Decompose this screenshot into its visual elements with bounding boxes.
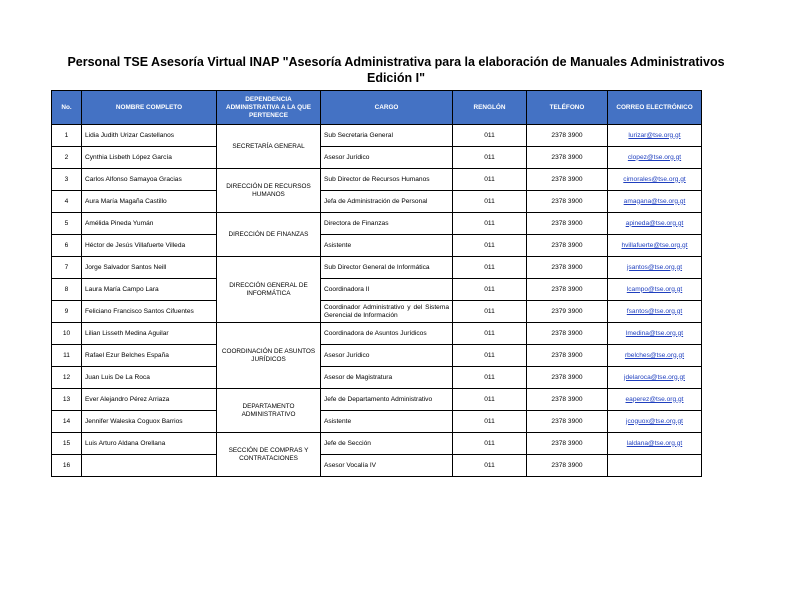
cell-cargo: Coordinadora II (321, 279, 453, 301)
cell-correo (608, 235, 702, 257)
table-row (52, 433, 702, 455)
cell-telefono: 2378 3900 (527, 235, 608, 257)
cell-dependencia: DIRECCIÓN DE FINANZAS (217, 213, 321, 257)
cell-cargo: Asistente (321, 411, 453, 433)
cell-correo (608, 433, 702, 455)
cell-no: 7 (52, 257, 82, 279)
header-no: No. (52, 91, 82, 125)
cell-renglon: 011 (453, 455, 527, 477)
table-row (52, 455, 702, 477)
cell-renglon: 011 (453, 191, 527, 213)
table-row (52, 389, 702, 411)
cell-correo (608, 213, 702, 235)
cell-renglon: 011 (453, 279, 527, 301)
cell-dependencia: COORDINACIÓN DE ASUNTOS JURÍDICOS (217, 323, 321, 389)
cell-no: 13 (52, 389, 82, 411)
cell-renglon: 011 (453, 389, 527, 411)
cell-cargo: Asistente (321, 235, 453, 257)
cell-renglon: 011 (453, 345, 527, 367)
table-row (52, 125, 702, 147)
email-link[interactable]: clopez@tse.org.gt (627, 153, 682, 161)
cell-telefono: 2378 3900 (527, 147, 608, 169)
table-row (52, 411, 702, 433)
cell-renglon: 011 (453, 235, 527, 257)
cell-dependencia: DIRECCIÓN DE RECURSOS HUMANOS (217, 169, 321, 213)
cell-cargo: Directora de Finanzas (321, 213, 453, 235)
cell-no: 5 (52, 213, 82, 235)
cell-telefono: 2378 3900 (527, 345, 608, 367)
cell-nombre: Héctor de Jesús Villafuerte Villeda (82, 235, 217, 257)
cell-correo (608, 345, 702, 367)
title-line-2: Edición I" (366, 71, 425, 85)
cell-telefono: 2378 3900 (527, 257, 608, 279)
cell-telefono: 2378 3900 (527, 389, 608, 411)
cell-renglon: 011 (453, 411, 527, 433)
cell-renglon: 011 (453, 367, 527, 389)
header-renglon: RENGLÓN (453, 91, 527, 125)
staff-table (51, 90, 702, 477)
cell-telefono: 2378 3900 (527, 213, 608, 235)
table-row (52, 301, 702, 323)
cell-telefono: 2378 3900 (527, 323, 608, 345)
cell-correo (608, 455, 702, 477)
cell-no: 12 (52, 367, 82, 389)
cell-telefono: 2378 3900 (527, 367, 608, 389)
email-link[interactable]: fsantos@tse.org.gt (626, 307, 683, 315)
table-row (52, 257, 702, 279)
email-link[interactable]: lmedina@tse.org.gt (625, 329, 684, 337)
cell-cargo: Coordinadora de Asuntos Jurídicos (321, 323, 453, 345)
cell-no: 15 (52, 433, 82, 455)
email-link[interactable]: lurizar@tse.org.gt (628, 131, 681, 139)
cell-telefono: 2378 3900 (527, 125, 608, 147)
cell-correo (608, 323, 702, 345)
cell-renglon: 011 (453, 169, 527, 191)
cell-no: 1 (52, 125, 82, 147)
cell-cargo: Sub Secretaria General (321, 125, 453, 147)
table-row (52, 147, 702, 169)
cell-cargo: Asesor Jurídico (321, 147, 453, 169)
cell-cargo: Asesor Jurídico (321, 345, 453, 367)
cell-nombre: Carlos Alfonso Samayoa Gracias (82, 169, 217, 191)
cell-renglon: 011 (453, 301, 527, 323)
cell-no: 14 (52, 411, 82, 433)
cell-telefono: 2378 3900 (527, 411, 608, 433)
cell-telefono: 2378 3900 (527, 191, 608, 213)
cell-nombre: Laura María Campo Lara (82, 279, 217, 301)
cell-no: 6 (52, 235, 82, 257)
email-link[interactable]: apineda@tse.org.gt (625, 219, 684, 227)
cell-telefono: 2378 3900 (527, 455, 608, 477)
cell-nombre: Lilian Lisseth Medina Aguilar (82, 323, 217, 345)
cell-renglon: 011 (453, 125, 527, 147)
email-link[interactable]: lcampo@tse.org.gt (626, 285, 683, 293)
cell-no: 3 (52, 169, 82, 191)
table-row (52, 191, 702, 213)
cell-no: 10 (52, 323, 82, 345)
title-line-1: Personal TSE Asesoría Virtual INAP "Asesoría Administrativa para la elaboración de Manuales Administrativos (67, 55, 725, 69)
cell-cargo: Asesor Vocalía IV (321, 455, 453, 477)
cell-no: 4 (52, 191, 82, 213)
table-row (52, 213, 702, 235)
cell-telefono: 2378 3900 (527, 433, 608, 455)
cell-nombre: Rafael Ezur Belches España (82, 345, 217, 367)
table-row (52, 367, 702, 389)
cell-no: 16 (52, 455, 82, 477)
cell-no: 9 (52, 301, 82, 323)
header-nombre: NOMBRE COMPLETO (82, 91, 217, 125)
cell-cargo: Jefe de Departamento Administrativo (321, 389, 453, 411)
cell-renglon: 011 (453, 213, 527, 235)
header-correo: CORREO ELECTRÓNICO (608, 91, 702, 125)
cell-renglon: 011 (453, 323, 527, 345)
email-link[interactable]: laldana@tse.org.gt (626, 439, 683, 447)
document-title (40, 54, 752, 86)
table-row (52, 279, 702, 301)
cell-correo (608, 367, 702, 389)
table-row (52, 345, 702, 367)
email-link[interactable]: rbelches@tse.org.gt (624, 351, 685, 359)
header-telefono: TELÉFONO (527, 91, 608, 125)
cell-correo (608, 389, 702, 411)
table-row (52, 169, 702, 191)
cell-correo (608, 257, 702, 279)
cell-correo (608, 301, 702, 323)
cell-nombre: Jennifer Waleska Coguox Barrios (82, 411, 217, 433)
email-link[interactable]: amagana@tse.org.gt (623, 197, 686, 205)
cell-no: 2 (52, 147, 82, 169)
cell-nombre: Lidia Judith Urizar Castellanos (82, 125, 217, 147)
header-cargo: CARGO (321, 91, 453, 125)
cell-dependencia: SECCIÓN DE COMPRAS Y CONTRATACIONES (217, 433, 321, 477)
cell-correo (608, 279, 702, 301)
header-row (52, 91, 702, 125)
email-link[interactable]: eaperez@tse.org.gt (625, 395, 684, 403)
cell-nombre: Juan Luis De La Roca (82, 367, 217, 389)
cell-nombre: Jorge Salvador Santos Neill (82, 257, 217, 279)
cell-cargo: Jefe de Sección (321, 433, 453, 455)
cell-cargo: Coordinador Administrativo y del Sistema Gerencial de Información (321, 301, 453, 323)
cell-telefono: 2378 3900 (527, 279, 608, 301)
cell-nombre: Feliciano Francisco Santos Cifuentes (82, 301, 217, 323)
cell-nombre: Ever Alejandro Pérez Arriaza (82, 389, 217, 411)
email-link[interactable]: jcoguox@tse.org.gt (626, 417, 683, 425)
email-link[interactable]: hvillafuerte@tse.org.gt (621, 241, 688, 249)
cell-nombre: Cynthia Lisbeth López García (82, 147, 217, 169)
email-link[interactable]: jsantos@tse.org.gt (626, 263, 683, 271)
cell-dependencia: DEPARTAMENTO ADMINISTRATIVO (217, 389, 321, 433)
email-link[interactable]: cimorales@tse.org.gt (623, 175, 686, 183)
cell-cargo: Sub Director General de Informática (321, 257, 453, 279)
cell-cargo: Sub Director de Recursos Humanos (321, 169, 453, 191)
email-link[interactable]: jdelaroca@tse.org.gt (624, 373, 685, 381)
table-row (52, 323, 702, 345)
cell-no: 11 (52, 345, 82, 367)
cell-nombre (82, 455, 217, 477)
cell-renglon: 011 (453, 433, 527, 455)
cell-nombre: Aura María Magaña Castillo (82, 191, 217, 213)
cell-cargo: Asesor de Magistratura (321, 367, 453, 389)
cell-renglon: 011 (453, 147, 527, 169)
cell-correo (608, 191, 702, 213)
header-dependencia: DEPENDENCIA ADMINISTRATIVA A LA QUE PERTENECE (217, 91, 321, 125)
cell-nombre: Luis Arturo Aldana Orellana (82, 433, 217, 455)
cell-no: 8 (52, 279, 82, 301)
cell-correo (608, 411, 702, 433)
cell-dependencia: DIRECCIÓN GENERAL DE INFORMÁTICA (217, 257, 321, 323)
cell-telefono: 2378 3900 (527, 169, 608, 191)
cell-cargo: Jefa de Administración de Personal (321, 191, 453, 213)
cell-correo (608, 169, 702, 191)
table-row (52, 235, 702, 257)
cell-correo (608, 147, 702, 169)
cell-dependencia: SECRETARÍA GENERAL (217, 125, 321, 169)
cell-renglon: 011 (453, 257, 527, 279)
cell-correo (608, 125, 702, 147)
cell-nombre: Amélida Pineda Yumán (82, 213, 217, 235)
cell-telefono: 2379 3900 (527, 301, 608, 323)
